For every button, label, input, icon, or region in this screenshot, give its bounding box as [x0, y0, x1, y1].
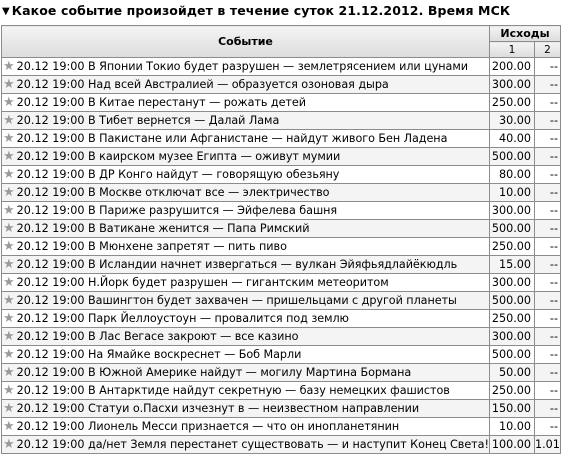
- event-name: В Японии Токио будет разрушен — землетрясением или цунами: [88, 60, 468, 73]
- event-time: 20.12 19:00: [16, 330, 85, 343]
- event-time: 20.12 19:00: [16, 258, 85, 271]
- table-row: [2, 382, 561, 400]
- odd-1[interactable]: 300.00: [490, 274, 535, 292]
- event-name: Над всей Австралией — образуется озоновая дыра: [88, 78, 389, 91]
- event-cell: [2, 220, 490, 238]
- event-name: В Ватикане женится — Папа Римский: [88, 222, 310, 235]
- star-favorite-icon[interactable]: ★: [3, 311, 15, 326]
- event-time: 20.12 19:00: [16, 312, 85, 325]
- table-row: [2, 418, 561, 436]
- event-cell: [2, 76, 490, 94]
- event-name: В Москве отключат все — электричество: [88, 186, 330, 199]
- odd-2[interactable]: --: [535, 94, 561, 112]
- odd-1[interactable]: 300.00: [490, 202, 535, 220]
- odd-1[interactable]: 10.00: [490, 184, 535, 202]
- odd-1[interactable]: 80.00: [490, 166, 535, 184]
- event-time: 20.12 19:00: [16, 366, 85, 379]
- event-time: 20.12 19:00: [16, 204, 85, 217]
- event-time: 20.12 19:00: [16, 132, 85, 145]
- odd-1[interactable]: 500.00: [490, 148, 535, 166]
- odd-2[interactable]: --: [535, 382, 561, 400]
- event-time: 20.12 19:00: [16, 240, 85, 253]
- event-name: В Южной Америке найдут — могилу Мартина Бормана: [88, 366, 412, 379]
- odd-2[interactable]: 1.01: [535, 436, 561, 454]
- event-name: На Ямайке воскреснет — Боб Марли: [88, 348, 302, 361]
- event-time: 20.12 19:00: [16, 294, 85, 307]
- star-favorite-icon[interactable]: ★: [3, 185, 15, 200]
- table-row: [2, 310, 561, 328]
- table-row: [2, 58, 561, 76]
- star-favorite-icon[interactable]: ★: [3, 113, 15, 128]
- odd-2[interactable]: --: [535, 148, 561, 166]
- star-favorite-icon[interactable]: ★: [3, 221, 15, 236]
- event-name: В Китае перестанут — рожать детей: [88, 96, 306, 109]
- event-time: 20.12 19:00: [16, 438, 85, 451]
- star-favorite-icon[interactable]: ★: [3, 419, 15, 434]
- event-time: 20.12 19:00: [16, 420, 85, 433]
- event-cell: [2, 166, 490, 184]
- event-cell: [2, 346, 490, 364]
- event-time: 20.12 19:00: [16, 168, 85, 181]
- table-row: [2, 148, 561, 166]
- odd-1[interactable]: 250.00: [490, 94, 535, 112]
- odd-1[interactable]: 40.00: [490, 130, 535, 148]
- table-row: [2, 256, 561, 274]
- odd-1[interactable]: 300.00: [490, 328, 535, 346]
- event-time: 20.12 19:00: [16, 60, 85, 73]
- event-time: 20.12 19:00: [16, 186, 85, 199]
- star-favorite-icon[interactable]: ★: [3, 149, 15, 164]
- odd-1[interactable]: 250.00: [490, 382, 535, 400]
- event-name: Лионель Месси признается — что он инопланетянин: [88, 420, 400, 433]
- event-name: В Мюнхене запретят — пить пиво: [88, 240, 287, 253]
- event-time: 20.12 19:00: [16, 276, 85, 289]
- odd-1[interactable]: 15.00: [490, 256, 535, 274]
- star-favorite-icon[interactable]: ★: [3, 275, 15, 290]
- event-cell: [2, 328, 490, 346]
- event-cell: [2, 382, 490, 400]
- event-cell: [2, 184, 490, 202]
- event-cell: [2, 418, 490, 436]
- odd-2[interactable]: --: [535, 274, 561, 292]
- event-time: 20.12 19:00: [16, 78, 85, 91]
- event-cell: [2, 112, 490, 130]
- table-row: [2, 274, 561, 292]
- page-title-text: Какое событие произойдет в течение суток 21.12.2012. Время МСК: [11, 3, 511, 18]
- odd-2[interactable]: --: [535, 202, 561, 220]
- star-favorite-icon[interactable]: ★: [3, 437, 15, 452]
- table-row: [2, 184, 561, 202]
- event-cell: [2, 292, 490, 310]
- header-col-2: 2: [535, 42, 561, 58]
- triangle-down-icon[interactable]: ▼: [2, 6, 10, 17]
- odd-2[interactable]: --: [535, 328, 561, 346]
- table-row: [2, 346, 561, 364]
- star-favorite-icon[interactable]: ★: [3, 95, 15, 110]
- table-row: [2, 94, 561, 112]
- odd-2[interactable]: --: [535, 400, 561, 418]
- table-row: [2, 328, 561, 346]
- odd-2[interactable]: --: [535, 220, 561, 238]
- odd-2[interactable]: --: [535, 58, 561, 76]
- odd-1[interactable]: 250.00: [490, 310, 535, 328]
- event-cell: [2, 58, 490, 76]
- table-row: [2, 166, 561, 184]
- odd-1[interactable]: 500.00: [490, 220, 535, 238]
- odd-2[interactable]: --: [535, 346, 561, 364]
- table-row: [2, 76, 561, 94]
- event-cell: [2, 94, 490, 112]
- odd-2[interactable]: --: [535, 418, 561, 436]
- odd-2[interactable]: --: [535, 130, 561, 148]
- table-row: [2, 238, 561, 256]
- event-name: В Лас Вегасе закроют — все казино: [88, 330, 299, 343]
- odd-2[interactable]: --: [535, 76, 561, 94]
- event-time: 20.12 19:00: [16, 402, 85, 415]
- event-name: В Антарктиде найдут секретную — базу немецких фашистов: [88, 384, 450, 397]
- table-row: [2, 202, 561, 220]
- odd-2[interactable]: --: [535, 256, 561, 274]
- event-cell: [2, 274, 490, 292]
- event-name: В Исландии начнет извергаться — вулкан Эйяфьядлайёкюдль: [88, 258, 458, 271]
- star-favorite-icon[interactable]: ★: [3, 401, 15, 416]
- event-time: 20.12 19:00: [16, 222, 85, 235]
- event-name: да/нет Земля перестанет существовать — и наступит Конец Света!: [88, 438, 489, 451]
- event-cell: [2, 364, 490, 382]
- odd-1[interactable]: 500.00: [490, 292, 535, 310]
- page-title: [0, 0, 565, 24]
- events-table: [1, 25, 561, 454]
- table-row: [2, 292, 561, 310]
- odd-2[interactable]: --: [535, 112, 561, 130]
- event-time: 20.12 19:00: [16, 384, 85, 397]
- star-favorite-icon[interactable]: ★: [3, 347, 15, 362]
- event-cell: [2, 256, 490, 274]
- odd-1[interactable]: 150.00: [490, 400, 535, 418]
- star-favorite-icon[interactable]: ★: [3, 257, 15, 272]
- odd-1[interactable]: 100.00: [490, 436, 535, 454]
- event-name: Вашингтон будет захвачен — пришельцами с другой планеты: [88, 294, 457, 307]
- table-row: [2, 112, 561, 130]
- table-row: [2, 400, 561, 418]
- event-cell: [2, 148, 490, 166]
- event-cell: [2, 400, 490, 418]
- odd-2[interactable]: --: [535, 166, 561, 184]
- star-favorite-icon[interactable]: ★: [3, 329, 15, 344]
- event-name: Н.Йорк будет разрушен — гигантским метеоритом: [88, 276, 389, 289]
- odd-2[interactable]: --: [535, 184, 561, 202]
- odd-1[interactable]: 500.00: [490, 346, 535, 364]
- event-cell: [2, 130, 490, 148]
- table-row: [2, 364, 561, 382]
- header-outcomes: Исходы: [490, 26, 561, 42]
- event-name: В ДР Конго найдут — говорящую обезьяну: [88, 168, 340, 181]
- star-favorite-icon[interactable]: ★: [3, 365, 15, 380]
- event-name: В Тибет вернется — Далай Лама: [88, 114, 280, 127]
- event-cell: [2, 238, 490, 256]
- event-name: В Пакистане или Афганистане — найдут живого Бен Ладена: [88, 132, 448, 145]
- event-time: 20.12 19:00: [16, 150, 85, 163]
- star-favorite-icon[interactable]: ★: [3, 167, 15, 182]
- event-time: 20.12 19:00: [16, 114, 85, 127]
- event-cell: [2, 202, 490, 220]
- odd-1[interactable]: 50.00: [490, 364, 535, 382]
- event-time: 20.12 19:00: [16, 96, 85, 109]
- star-favorite-icon[interactable]: ★: [3, 77, 15, 92]
- event-name: Статуи о.Пасхи изчезнут в — неизвестном направлении: [88, 402, 420, 415]
- table-body: [2, 58, 561, 454]
- header-event: Событие: [2, 26, 490, 58]
- star-favorite-icon[interactable]: ★: [3, 203, 15, 218]
- star-favorite-icon[interactable]: ★: [3, 383, 15, 398]
- star-favorite-icon[interactable]: ★: [3, 131, 15, 146]
- odd-1[interactable]: 300.00: [490, 76, 535, 94]
- event-name: Парк Йеллоустоун — провалится под землю: [88, 312, 349, 325]
- odd-2[interactable]: --: [535, 292, 561, 310]
- star-favorite-icon[interactable]: ★: [3, 293, 15, 308]
- table-row: [2, 130, 561, 148]
- odd-2[interactable]: --: [535, 364, 561, 382]
- odd-1[interactable]: 10.00: [490, 418, 535, 436]
- header-col-1: 1: [490, 42, 535, 58]
- event-name: В каирском музее Египта — оживут мумии: [88, 150, 341, 163]
- odd-2[interactable]: --: [535, 238, 561, 256]
- table-row: [2, 220, 561, 238]
- star-favorite-icon[interactable]: ★: [3, 59, 15, 74]
- odd-1[interactable]: 30.00: [490, 112, 535, 130]
- event-cell: [2, 310, 490, 328]
- odd-2[interactable]: --: [535, 310, 561, 328]
- event-cell: [2, 436, 490, 454]
- star-favorite-icon[interactable]: ★: [3, 239, 15, 254]
- event-time: 20.12 19:00: [16, 348, 85, 361]
- table-row: [2, 436, 561, 454]
- event-name: В Париже разрушится — Эйфелева башня: [88, 204, 338, 217]
- odd-1[interactable]: 200.00: [490, 58, 535, 76]
- odd-1[interactable]: 250.00: [490, 238, 535, 256]
